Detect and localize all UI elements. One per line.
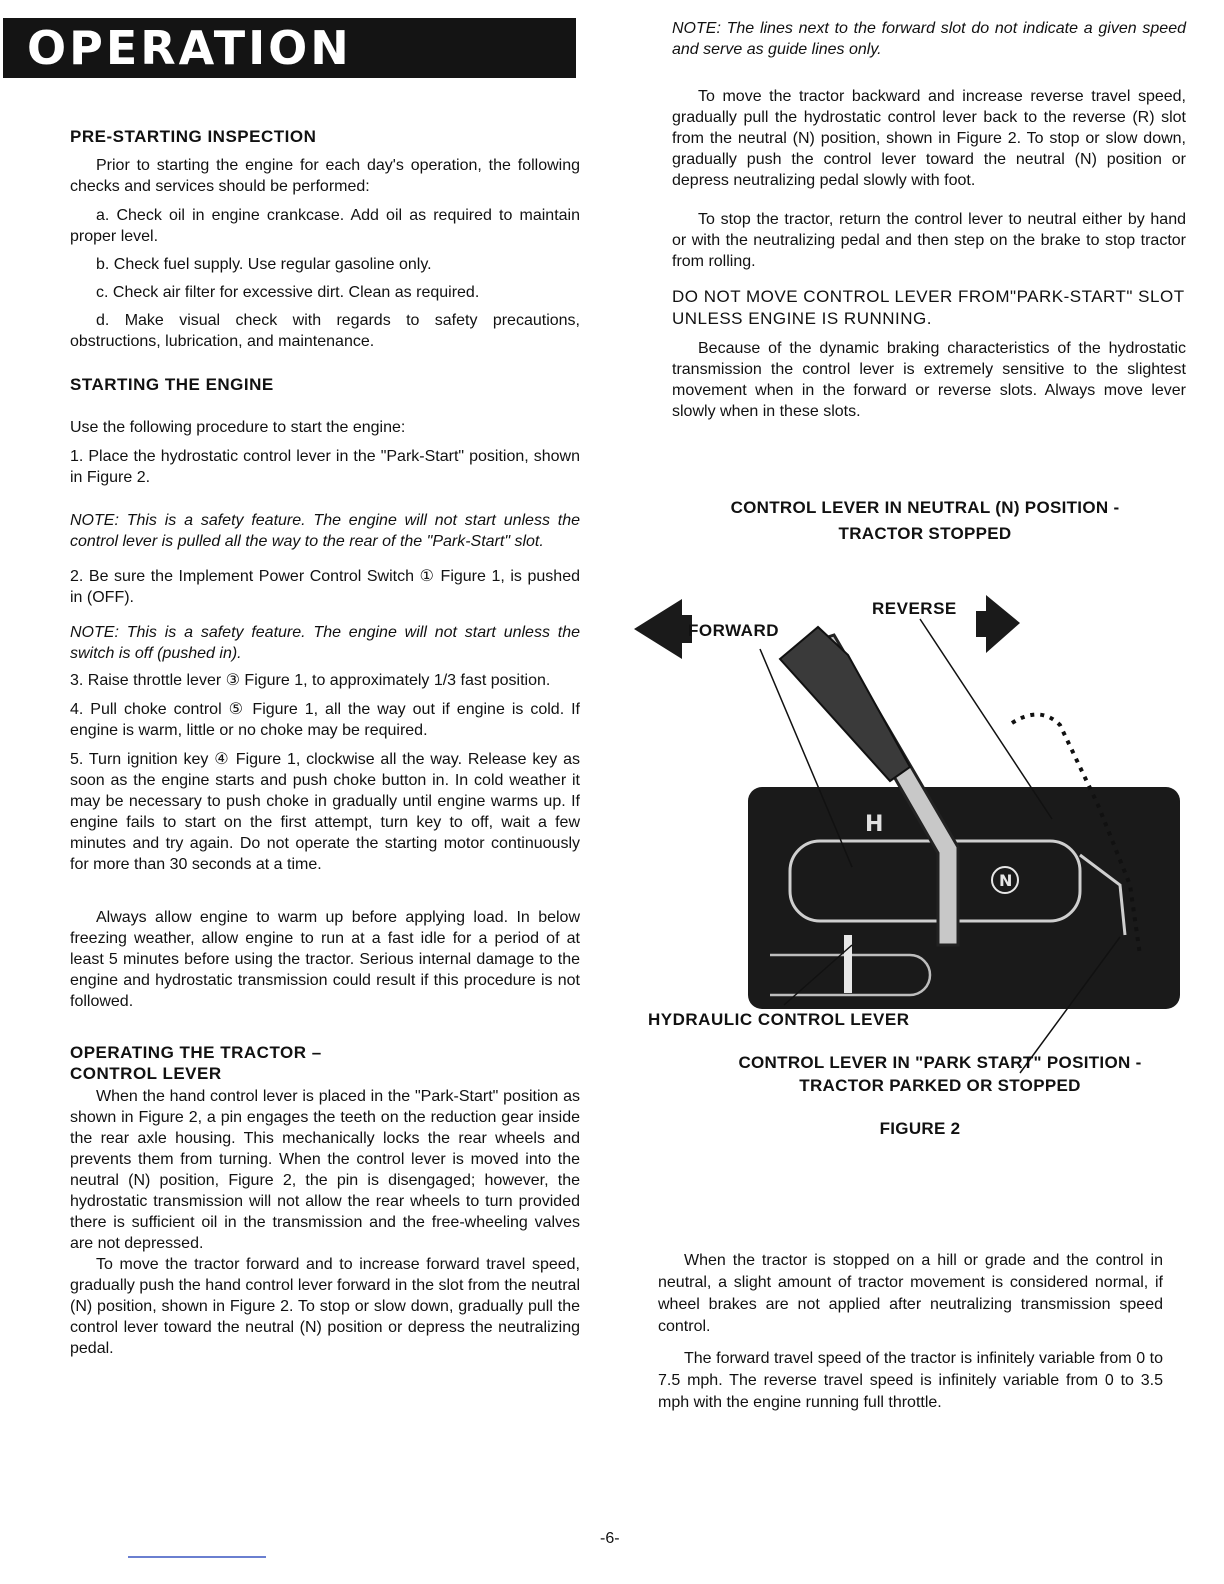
reverse-arrow-icon [976,595,1020,653]
control-lever-paragraph-2: To move the tractor forward and to increase forward travel speed, gradually push the hand control lever forward in the slot from the neutral (N) position, shown in Figure 2. To stop or slow down, gradually pull the control lever toward the neutral (N) position or depress the neutralizing pedal. [70,1256,580,1357]
figure-label: FIGURE 2 [879,1119,961,1138]
starting-heading: STARTING THE ENGINE [70,375,274,394]
figure-top-caption-line2: TRACTOR STOPPED [838,524,1012,543]
figure-top-caption [660,495,1190,547]
prestart-heading: PRE-STARTING INSPECTION [70,127,317,146]
check-item-air-filter: c. Check air filter for excessive dirt. Clean as required. [96,284,480,301]
right-column [672,18,1186,430]
note-switch: NOTE: This is a safety feature. The engine will not start unless the switch is off (pushed in). [70,624,580,662]
warmup-paragraph: Always allow engine to warm up before applying load. In below freezing weather, allow engine to run at a fast idle for a period of at least 5 minutes before using the tractor. Serious internal damage to the engine and hydrostatic transmission could result if this procedure is not followed. [70,909,580,1010]
hydraulic-control-lever-label: HYDRAULIC CONTROL LEVER [648,1010,910,1029]
starting-intro: Use the following procedure to start the engine: [70,419,406,436]
figure-bottom-caption-line1: CONTROL LEVER IN "PARK START" POSITION - [738,1053,1142,1072]
check-item-fuel: b. Check fuel supply. Use regular gasoline only. [96,256,432,273]
caution-park-start: DO NOT MOVE CONTROL LEVER FROM"PARK-START" SLOT UNLESS ENGINE IS RUNNING. [672,287,1185,328]
operation-banner: OPERATION [3,18,576,78]
control-lever-paragraph-1: When the hand control lever is placed in the "Park-Start" position as shown in Figure 2, a pin engages the teeth on the reduction gear inside the rear axle housing. This mechanically locks the rear wheels and prevents them from turning. When the control lever is moved into the neutral (N) position, Figure 2, the pin is disengaged; however, the hydrostatic transmission will not allow the rear wheels to turn provided there is sufficient oil in the transmission and the free-wheeling valves are not depressed. [70,1088,580,1252]
hill-paragraph: When the tractor is stopped on a hill or grade and the control in neutral, a slight amount of tractor movement is considered normal, if wheel brakes are not applied after neutralizing transmission speed control. [658,1252,1163,1335]
figure-2 [620,495,1210,1175]
step-1: 1. Place the hydrostatic control lever in the "Park-Start" position, shown in Figure 2. [70,448,580,486]
control-panel [748,787,1180,1009]
lever-handle [780,627,910,781]
forward-label: FORWARD [688,621,780,640]
step-4: 4. Pull choke control ⑤ Figure 1, all the way out if engine is cold. If engine is warm, little or no choke may be required. [70,701,580,739]
page-number: -6- [600,1530,620,1547]
forward-arrow-icon [634,599,692,659]
footer-rule [128,1556,266,1558]
operating-heading-line1: OPERATING THE TRACTOR – [70,1043,322,1062]
figure-bottom-caption-line2: TRACTOR PARKED OR STOPPED [799,1076,1081,1095]
figure-bottom-caption [680,1051,1200,1097]
stop-paragraph: To stop the tractor, return the control lever to neutral either by hand or with the neutralizing pedal and then step on the brake to stop tractor from rolling. [672,211,1186,270]
reverse-label: REVERSE [872,599,957,618]
travel-speed-paragraph: The forward travel speed of the tractor is infinitely variable from 0 to 7.5 mph. The reverse travel speed is infinitely variable from 0 to 3.5 mph with the engine running full throttle. [658,1350,1163,1411]
check-item-oil: a. Check oil in engine crankcase. Add oil as required to maintain proper level. [70,207,580,245]
right-bottom-text [658,1250,1163,1424]
braking-paragraph: Because of the dynamic braking characteristics of the hydrostatic transmission the control lever is extremely sensitive to the slightest movement when in the forward or reverse slots. Always move lever slowly when in these slots. [672,340,1186,420]
note-park-start: NOTE: This is a safety feature. The engine will not start unless the control lever is pulled all the way to the rear of the "Park-Start" slot. [70,512,580,550]
operating-heading-line2: CONTROL LEVER [70,1064,222,1083]
hydraulic-lever-knob [844,935,852,993]
step-2: 2. Be sure the Implement Power Control Switch ① Figure 1, is pushed in (OFF). [70,568,580,606]
step-3: 3. Raise throttle lever ③ Figure 1, to approximately 1/3 fast position. [70,672,551,689]
neutral-marker-glyph: N [999,871,1013,890]
panel-h-glyph: H [865,812,884,837]
step-5: 5. Turn ignition key ④ Figure 1, clockwise all the way. Release key as soon as the engine starts and push choke button in. In cold weather it may be necessary to push choke in gradually until engine warms up. If engine fails to start on the first attempt, turn key to off, wait a few minutes and try again. Do not operate the starting motor continuously for more than 30 seconds at a time. [70,751,580,873]
figure-top-caption-line1: CONTROL LEVER IN NEUTRAL (N) POSITION - [730,498,1120,517]
check-item-visual: d. Make visual check with regards to safety precautions, obstructions, lubrication, and maintenance. [70,312,580,350]
operating-heading [70,1042,580,1084]
reverse-paragraph: To move the tractor backward and increase reverse travel speed, gradually pull the hydrostatic control lever back to the reverse (R) slot from the neutral (N) position, shown in Figure 2. To stop or slow down, gradually push the control lever toward the neutral (N) position or depress neutralizing pedal slowly with foot. [672,88,1186,189]
prestart-intro: Prior to starting the engine for each day's operation, the following checks and services should be performed: [70,157,580,195]
prestart-checklist [70,205,580,352]
note-guide-lines: NOTE: The lines next to the forward slot do not indicate a given speed and serve as guide lines only. [672,20,1186,58]
left-column [70,126,580,1367]
